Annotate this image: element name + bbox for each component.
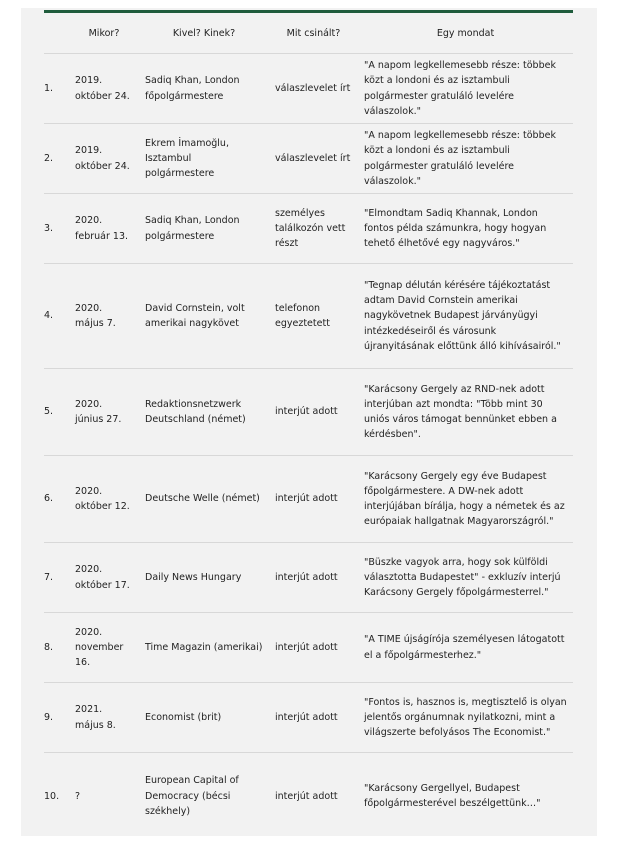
row-date: 2021. május 8. — [69, 683, 139, 753]
header-when: Mikor? — [88, 27, 120, 39]
row-what: interjút adott — [269, 456, 358, 543]
row-quote: "Fontos is, hasznos is, megtisztelő is olyan jelentős orgánumnak nyilatkozni, mint a világszerte befolyásos The Economist." — [358, 683, 573, 753]
row-number: 1. — [44, 54, 69, 124]
table-row — [44, 613, 573, 683]
header-what: Mit csinált? — [286, 27, 341, 39]
row-date: ? — [69, 753, 139, 840]
content-panel — [21, 8, 597, 836]
row-who: Economist (brit) — [139, 683, 269, 753]
row-what: interjút adott — [269, 613, 358, 683]
row-quote: "Karácsony Gergely egy éve Budapest főpolgármestere. A DW-nek adott interjújában bírálja, hogy a németek és az európaiak hallgatnak Magyarországról." — [358, 456, 573, 543]
row-quote: "Karácsony Gergellyel, Budapest főpolgármesterével beszélgettünk…" — [358, 753, 573, 840]
row-quote: "Büszke vagyok arra, hogy sok külföldi választotta Budapestet" - exkluzív interjú Karácsony Gergely főpolgármesterrel." — [358, 543, 573, 613]
row-number: 7. — [44, 543, 69, 613]
row-date: 2020. május 7. — [69, 264, 139, 369]
row-quote: "Elmondtam Sadiq Khannak, London fontos példa számunkra, hogy hogyan tehető élhetővé egy nagyváros." — [358, 194, 573, 264]
row-what: interjút adott — [269, 753, 358, 840]
row-what: személyes találkozón vett részt — [269, 194, 358, 264]
row-who: Time Magazin (amerikai) — [139, 613, 269, 683]
header-num — [44, 13, 69, 54]
table-row — [44, 54, 573, 124]
contacts-table — [44, 13, 573, 840]
row-what: telefonon egyeztetett — [269, 264, 358, 369]
row-who: Sadiq Khan, London polgármestere — [139, 194, 269, 264]
row-number: 4. — [44, 264, 69, 369]
row-who: Deutsche Welle (német) — [139, 456, 269, 543]
table-row — [44, 753, 573, 840]
row-date: 2019. október 24. — [69, 54, 139, 124]
row-who: Redaktionsnetzwerk Deutschland (német) — [139, 369, 269, 456]
row-number: 9. — [44, 683, 69, 753]
header-quote: Egy mondat — [436, 27, 495, 39]
row-what: válaszlevelet írt — [269, 54, 358, 124]
row-number: 6. — [44, 456, 69, 543]
row-who: Ekrem İmamoğlu, Isztambul polgármestere — [139, 124, 269, 194]
row-quote: "Karácsony Gergely az RND-nek adott interjúban azt mondta: "Több mint 30 uniós város támogat bennünket ebben a kérdésben". — [358, 369, 573, 456]
table-row — [44, 369, 573, 456]
row-date: 2020. június 27. — [69, 369, 139, 456]
table-row — [44, 124, 573, 194]
header-who: Kivel? Kinek? — [172, 27, 236, 39]
row-number: 8. — [44, 613, 69, 683]
row-number: 5. — [44, 369, 69, 456]
row-number: 10. — [44, 753, 69, 840]
row-date: 2020. október 17. — [69, 543, 139, 613]
row-number: 2. — [44, 124, 69, 194]
table-row — [44, 456, 573, 543]
row-date: 2020. október 12. — [69, 456, 139, 543]
row-what: interjút adott — [269, 683, 358, 753]
row-what: interjút adott — [269, 369, 358, 456]
row-date: 2020. november 16. — [69, 613, 139, 683]
row-quote: "Tegnap délután kérésére tájékoztatást adtam David Cornstein amerikai nagykövetnek Budapest járványügyi intézkedéseiről és városunk újranyitásának előttünk álló kihívásairól." — [358, 264, 573, 369]
table-row — [44, 264, 573, 369]
row-who: David Cornstein, volt amerikai nagykövet — [139, 264, 269, 369]
row-date: 2019. október 24. — [69, 124, 139, 194]
row-date: 2020. február 13. — [69, 194, 139, 264]
row-what: válaszlevelet írt — [269, 124, 358, 194]
row-quote: "A TIME újságírója személyesen látogatott el a főpolgármesterhez." — [358, 613, 573, 683]
row-who: Sadiq Khan, London főpolgármestere — [139, 54, 269, 124]
row-quote: "A napom legkellemesebb része: többek közt a londoni és az isztambuli polgármester gratuláló levelére válaszolok." — [358, 124, 573, 194]
header-row — [44, 13, 573, 54]
table-row — [44, 543, 573, 613]
row-who: Daily News Hungary — [139, 543, 269, 613]
row-who: European Capital of Democracy (bécsi székhely) — [139, 753, 269, 840]
row-what: interjút adott — [269, 543, 358, 613]
table-row — [44, 683, 573, 753]
row-quote: "A napom legkellemesebb része: többek közt a londoni és az isztambuli polgármester gratuláló levelére válaszolok." — [358, 54, 573, 124]
table-container — [44, 10, 573, 840]
table-row — [44, 194, 573, 264]
row-number: 3. — [44, 194, 69, 264]
